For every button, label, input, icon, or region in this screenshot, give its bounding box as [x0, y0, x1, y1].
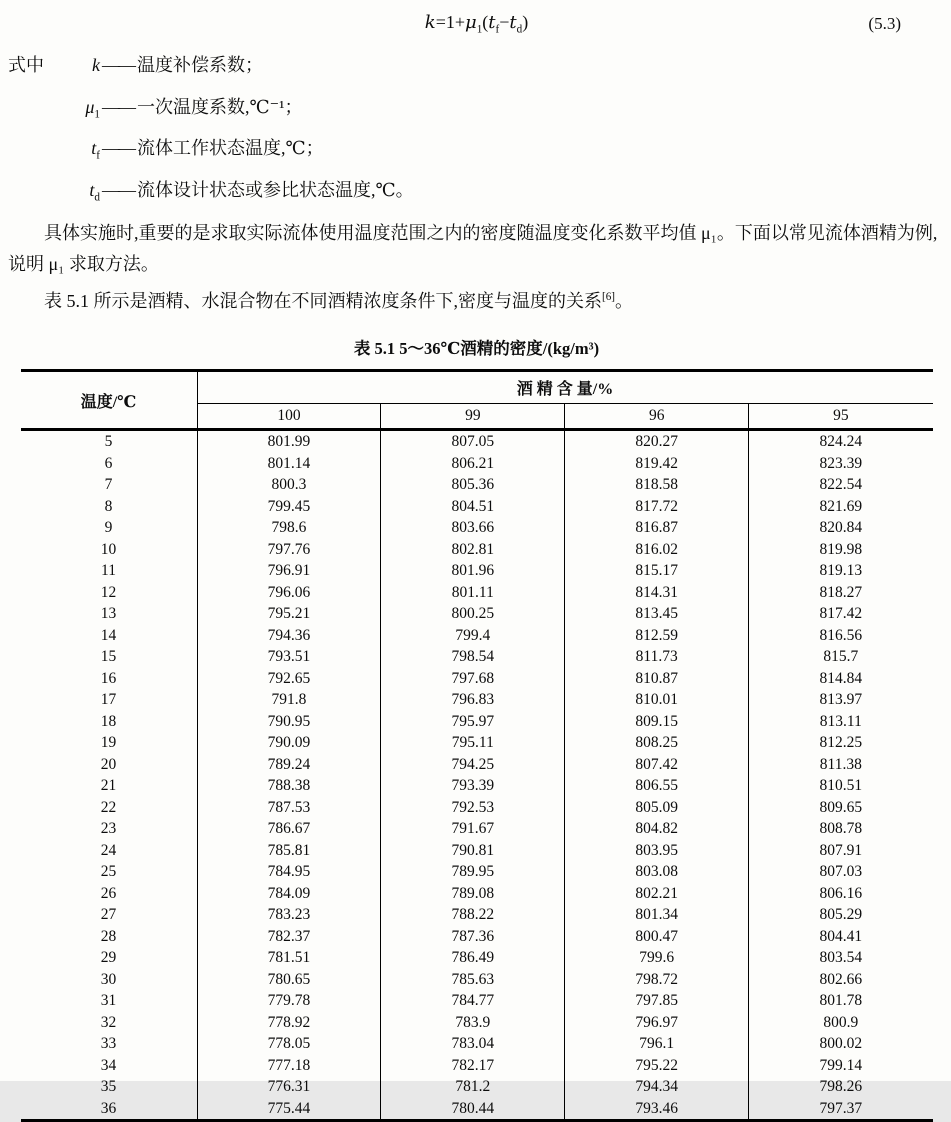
density-cell: 797.37	[749, 1098, 933, 1121]
density-cell: 788.38	[197, 775, 381, 797]
density-cell: 794.25	[381, 754, 565, 776]
temperature-cell: 16	[100, 669, 117, 687]
var-td: t	[509, 12, 517, 33]
density-cell: 796.97	[565, 1012, 749, 1034]
formula-operator: =1+	[435, 12, 466, 32]
density-table	[21, 369, 933, 1122]
density-cell: 809.65	[749, 797, 933, 819]
temperature-cell: 27	[100, 906, 117, 924]
density-cell: 795.22	[565, 1055, 749, 1077]
density-cell: 806.55	[565, 775, 749, 797]
table-row	[21, 603, 933, 625]
formula-rparen: )	[522, 12, 529, 32]
density-cell: 817.72	[565, 496, 749, 518]
density-cell: 809.15	[565, 711, 749, 733]
temperature-cell: 8	[104, 497, 113, 515]
density-cell: 807.91	[749, 840, 933, 862]
col-header-temperature: 温度/℃	[21, 371, 198, 430]
temperature-cell: 5	[104, 433, 113, 451]
temperature-cell: 29	[100, 949, 117, 967]
table-body	[21, 430, 933, 1121]
definition-td	[8, 173, 945, 215]
density-cell: 789.95	[381, 861, 565, 883]
density-cell: 793.51	[197, 646, 381, 668]
definition-dash: ——	[102, 179, 134, 200]
density-cell: 801.96	[381, 560, 565, 582]
density-cell: 810.01	[565, 689, 749, 711]
temperature-cell: 13	[100, 605, 117, 623]
density-cell: 824.24	[749, 430, 933, 453]
temperature-cell: 12	[100, 583, 117, 601]
density-cell: 821.69	[749, 496, 933, 518]
table-row	[21, 818, 933, 840]
definition-desc: 温度补偿系数；	[137, 55, 263, 75]
density-cell: 805.36	[381, 474, 565, 496]
var-k: k	[424, 12, 436, 33]
table-row	[21, 560, 933, 582]
definition-term: $t_d$	[89, 179, 100, 204]
density-cell: 798.6	[197, 517, 381, 539]
density-cell: 810.87	[565, 668, 749, 690]
table-row	[21, 474, 933, 496]
density-cell: 819.98	[749, 539, 933, 561]
table-row	[21, 904, 933, 926]
density-cell: 805.09	[565, 797, 749, 819]
density-cell: 798.26	[749, 1076, 933, 1098]
density-cell: 822.54	[749, 474, 933, 496]
temperature-cell: 21	[100, 777, 117, 795]
density-cell: 801.11	[381, 582, 565, 604]
definition-tf	[8, 131, 945, 173]
temperature-cell: 14	[100, 626, 117, 644]
density-cell: 787.53	[197, 797, 381, 819]
density-cell: 814.84	[749, 668, 933, 690]
density-cell: 794.34	[565, 1076, 749, 1098]
density-cell: 782.17	[381, 1055, 565, 1077]
density-cell: 802.81	[381, 539, 565, 561]
temperature-cell: 28	[100, 927, 117, 945]
density-cell: 800.25	[381, 603, 565, 625]
density-cell: 811.73	[565, 646, 749, 668]
temperature-cell: 20	[100, 755, 117, 773]
temperature-cell: 18	[100, 712, 117, 730]
table-row	[21, 539, 933, 561]
density-cell: 789.08	[381, 883, 565, 905]
density-cell: 806.16	[749, 883, 933, 905]
density-cell: 803.66	[381, 517, 565, 539]
density-cell: 815.17	[565, 560, 749, 582]
temperature-cell: 19	[100, 734, 117, 752]
table-row	[21, 646, 933, 668]
density-cell: 779.78	[197, 990, 381, 1012]
temperature-cell: 26	[100, 884, 117, 902]
temperature-cell: 11	[101, 562, 116, 580]
temperature-cell: 25	[100, 863, 117, 881]
paragraph-tail: 。	[615, 291, 634, 312]
table-row	[21, 496, 933, 518]
density-cell: 804.82	[565, 818, 749, 840]
table-row	[21, 947, 933, 969]
density-cell: 813.97	[749, 689, 933, 711]
density-cell: 778.92	[197, 1012, 381, 1034]
table-row	[21, 840, 933, 862]
density-cell: 816.56	[749, 625, 933, 647]
temperature-cell: 7	[104, 476, 113, 494]
definition-dash: ——	[102, 55, 134, 75]
density-cell: 801.78	[749, 990, 933, 1012]
table-row	[21, 1033, 933, 1055]
density-cell: 793.46	[565, 1098, 749, 1121]
temperature-cell: 22	[100, 798, 117, 816]
table-row	[21, 453, 933, 475]
density-cell: 819.13	[749, 560, 933, 582]
density-cell: 813.11	[749, 711, 933, 733]
var-mu-sub: 1	[476, 23, 483, 36]
col-header-100: 100	[197, 404, 381, 430]
paragraph-text: 表 5.1 所示是酒精、水混合物在不同酒精浓度条件下,密度与温度的关系	[44, 291, 602, 312]
definition-term: $\mu_1$	[85, 96, 100, 121]
formula-row	[8, 6, 945, 42]
table-row	[21, 430, 933, 453]
density-cell: 817.42	[749, 603, 933, 625]
density-cell: 820.84	[749, 517, 933, 539]
temperature-cell: 33	[100, 1035, 117, 1053]
density-cell: 784.77	[381, 990, 565, 1012]
definition-mu1	[8, 90, 945, 132]
table-row	[21, 1012, 933, 1034]
temperature-cell: 34	[100, 1056, 117, 1074]
density-cell: 795.21	[197, 603, 381, 625]
density-cell: 803.08	[565, 861, 749, 883]
density-cell: 783.23	[197, 904, 381, 926]
density-cell: 781.51	[197, 947, 381, 969]
density-cell: 802.66	[749, 969, 933, 991]
density-cell: 776.31	[197, 1076, 381, 1098]
density-cell: 790.95	[197, 711, 381, 733]
table-row	[21, 797, 933, 819]
density-cell: 798.72	[565, 969, 749, 991]
density-cell: 807.05	[381, 430, 565, 453]
density-cell: 794.36	[197, 625, 381, 647]
table-header	[21, 371, 933, 430]
density-cell: 790.09	[197, 732, 381, 754]
definition-desc: 流体设计状态或参比状态温度,℃。	[137, 179, 414, 200]
table-row	[21, 926, 933, 948]
density-cell: 790.81	[381, 840, 565, 862]
density-cell: 786.49	[381, 947, 565, 969]
density-cell: 803.54	[749, 947, 933, 969]
density-cell: 783.9	[381, 1012, 565, 1034]
table-row	[21, 711, 933, 733]
paragraph-implementation: 具体实施时,重要的是求取实际流体使用温度范围之内的密度随温度变化系数平均值 μ₁。下面以常见流体酒精为例,说明 μ₁ 求取方法。	[8, 223, 938, 275]
density-cell: 800.3	[197, 474, 381, 496]
density-cell: 819.42	[565, 453, 749, 475]
temperature-cell: 23	[100, 820, 117, 838]
density-cell: 797.76	[197, 539, 381, 561]
density-cell: 795.11	[381, 732, 565, 754]
density-cell: 799.45	[197, 496, 381, 518]
density-cell: 804.41	[749, 926, 933, 948]
table-row	[21, 732, 933, 754]
density-cell: 805.29	[749, 904, 933, 926]
density-cell: 796.06	[197, 582, 381, 604]
density-cell: 798.54	[381, 646, 565, 668]
table-row	[21, 1055, 933, 1077]
density-cell: 799.14	[749, 1055, 933, 1077]
table-row	[21, 990, 933, 1012]
table-row	[21, 689, 933, 711]
density-cell: 784.95	[197, 861, 381, 883]
density-cell: 786.67	[197, 818, 381, 840]
equation-number: (5.3)	[868, 14, 901, 33]
temperature-cell: 32	[100, 1013, 117, 1031]
density-cell: 784.09	[197, 883, 381, 905]
table-row	[21, 861, 933, 883]
table-row	[21, 883, 933, 905]
temperature-cell: 10	[100, 540, 117, 558]
density-cell: 808.78	[749, 818, 933, 840]
density-cell: 796.1	[565, 1033, 749, 1055]
density-cell: 818.27	[749, 582, 933, 604]
density-cell: 788.22	[381, 904, 565, 926]
density-cell: 800.47	[565, 926, 749, 948]
density-cell: 804.51	[381, 496, 565, 518]
paragraph-table-intro	[8, 282, 945, 317]
definition-prefix: 式中	[8, 55, 44, 75]
density-cell: 812.25	[749, 732, 933, 754]
table-row	[21, 668, 933, 690]
table-row	[21, 754, 933, 776]
formula-5-3	[424, 12, 529, 36]
density-cell: 792.65	[197, 668, 381, 690]
density-cell: 807.42	[565, 754, 749, 776]
table-row	[21, 582, 933, 604]
density-cell: 813.45	[565, 603, 749, 625]
table-row	[21, 969, 933, 991]
temperature-cell: 15	[100, 648, 117, 666]
density-cell: 815.7	[749, 646, 933, 668]
density-cell: 802.21	[565, 883, 749, 905]
density-cell: 820.27	[565, 430, 749, 453]
temperature-cell: 36	[100, 1099, 117, 1117]
density-cell: 787.36	[381, 926, 565, 948]
definition-desc: 流体工作状态温度,℃；	[137, 138, 324, 159]
density-cell: 800.9	[749, 1012, 933, 1034]
density-cell: 823.39	[749, 453, 933, 475]
definition-term: $t_f$	[91, 138, 100, 162]
density-cell: 799.4	[381, 625, 565, 647]
density-cell: 785.81	[197, 840, 381, 862]
density-cell: 775.44	[197, 1098, 381, 1121]
col-header-95: 95	[749, 404, 933, 430]
table-row	[21, 1076, 933, 1098]
temperature-cell: 17	[100, 691, 117, 709]
density-cell: 797.68	[381, 668, 565, 690]
reference-marker: [6]	[602, 291, 616, 304]
var-mu: μ	[465, 12, 477, 33]
density-cell: 783.04	[381, 1033, 565, 1055]
density-cell: 814.31	[565, 582, 749, 604]
density-cell: 785.63	[381, 969, 565, 991]
density-cell: 781.2	[381, 1076, 565, 1098]
temperature-cell: 30	[100, 970, 117, 988]
density-cell: 792.53	[381, 797, 565, 819]
definitions-list	[8, 48, 945, 214]
density-cell: 780.65	[197, 969, 381, 991]
density-cell: 801.14	[197, 453, 381, 475]
density-cell: 810.51	[749, 775, 933, 797]
density-cell: 777.18	[197, 1055, 381, 1077]
var-tf-sub: f	[495, 23, 500, 36]
temperature-cell: 31	[100, 992, 117, 1010]
definition-term: k	[92, 55, 100, 75]
density-cell: 816.87	[565, 517, 749, 539]
density-cell: 812.59	[565, 625, 749, 647]
density-cell: 799.6	[565, 947, 749, 969]
table-row	[21, 1098, 933, 1121]
density-cell: 808.25	[565, 732, 749, 754]
density-cell: 795.97	[381, 711, 565, 733]
formula-lparen: (	[482, 12, 489, 32]
density-cell: 801.99	[197, 430, 381, 453]
density-cell: 811.38	[749, 754, 933, 776]
density-cell: 800.02	[749, 1033, 933, 1055]
density-cell: 791.8	[197, 689, 381, 711]
header-row-group	[21, 371, 933, 404]
table-title: 表 5.1 5～36℃酒精的密度/(kg/m³)	[353, 339, 600, 359]
density-cell: 780.44	[381, 1098, 565, 1121]
density-cell: 818.58	[565, 474, 749, 496]
formula-minus: −	[499, 12, 510, 32]
col-header-alcohol-content: 酒 精 含 量/%	[197, 371, 933, 404]
density-cell: 801.34	[565, 904, 749, 926]
temperature-cell: 6	[104, 454, 113, 472]
definition-dash: ——	[102, 96, 134, 117]
col-header-96: 96	[565, 404, 749, 430]
var-td-sub: d	[516, 23, 523, 36]
density-cell: 793.39	[381, 775, 565, 797]
density-cell: 796.83	[381, 689, 565, 711]
var-tf: t	[488, 12, 496, 33]
density-cell: 797.85	[565, 990, 749, 1012]
density-cell: 803.95	[565, 840, 749, 862]
temperature-cell: 35	[100, 1078, 117, 1096]
definition-k	[8, 48, 945, 90]
temperature-cell: 24	[100, 841, 117, 859]
definition-dash: ——	[102, 138, 134, 159]
density-cell: 791.67	[381, 818, 565, 840]
density-cell: 807.03	[749, 861, 933, 883]
temperature-cell: 9	[104, 519, 113, 537]
table-row	[21, 517, 933, 539]
density-cell: 796.91	[197, 560, 381, 582]
density-cell: 816.02	[565, 539, 749, 561]
definition-desc: 一次温度系数,℃⁻¹；	[137, 96, 303, 117]
density-cell: 806.21	[381, 453, 565, 475]
density-cell: 782.37	[197, 926, 381, 948]
table-row	[21, 775, 933, 797]
col-header-99: 99	[381, 404, 565, 430]
table-row	[21, 625, 933, 647]
density-cell: 778.05	[197, 1033, 381, 1055]
density-cell: 789.24	[197, 754, 381, 776]
